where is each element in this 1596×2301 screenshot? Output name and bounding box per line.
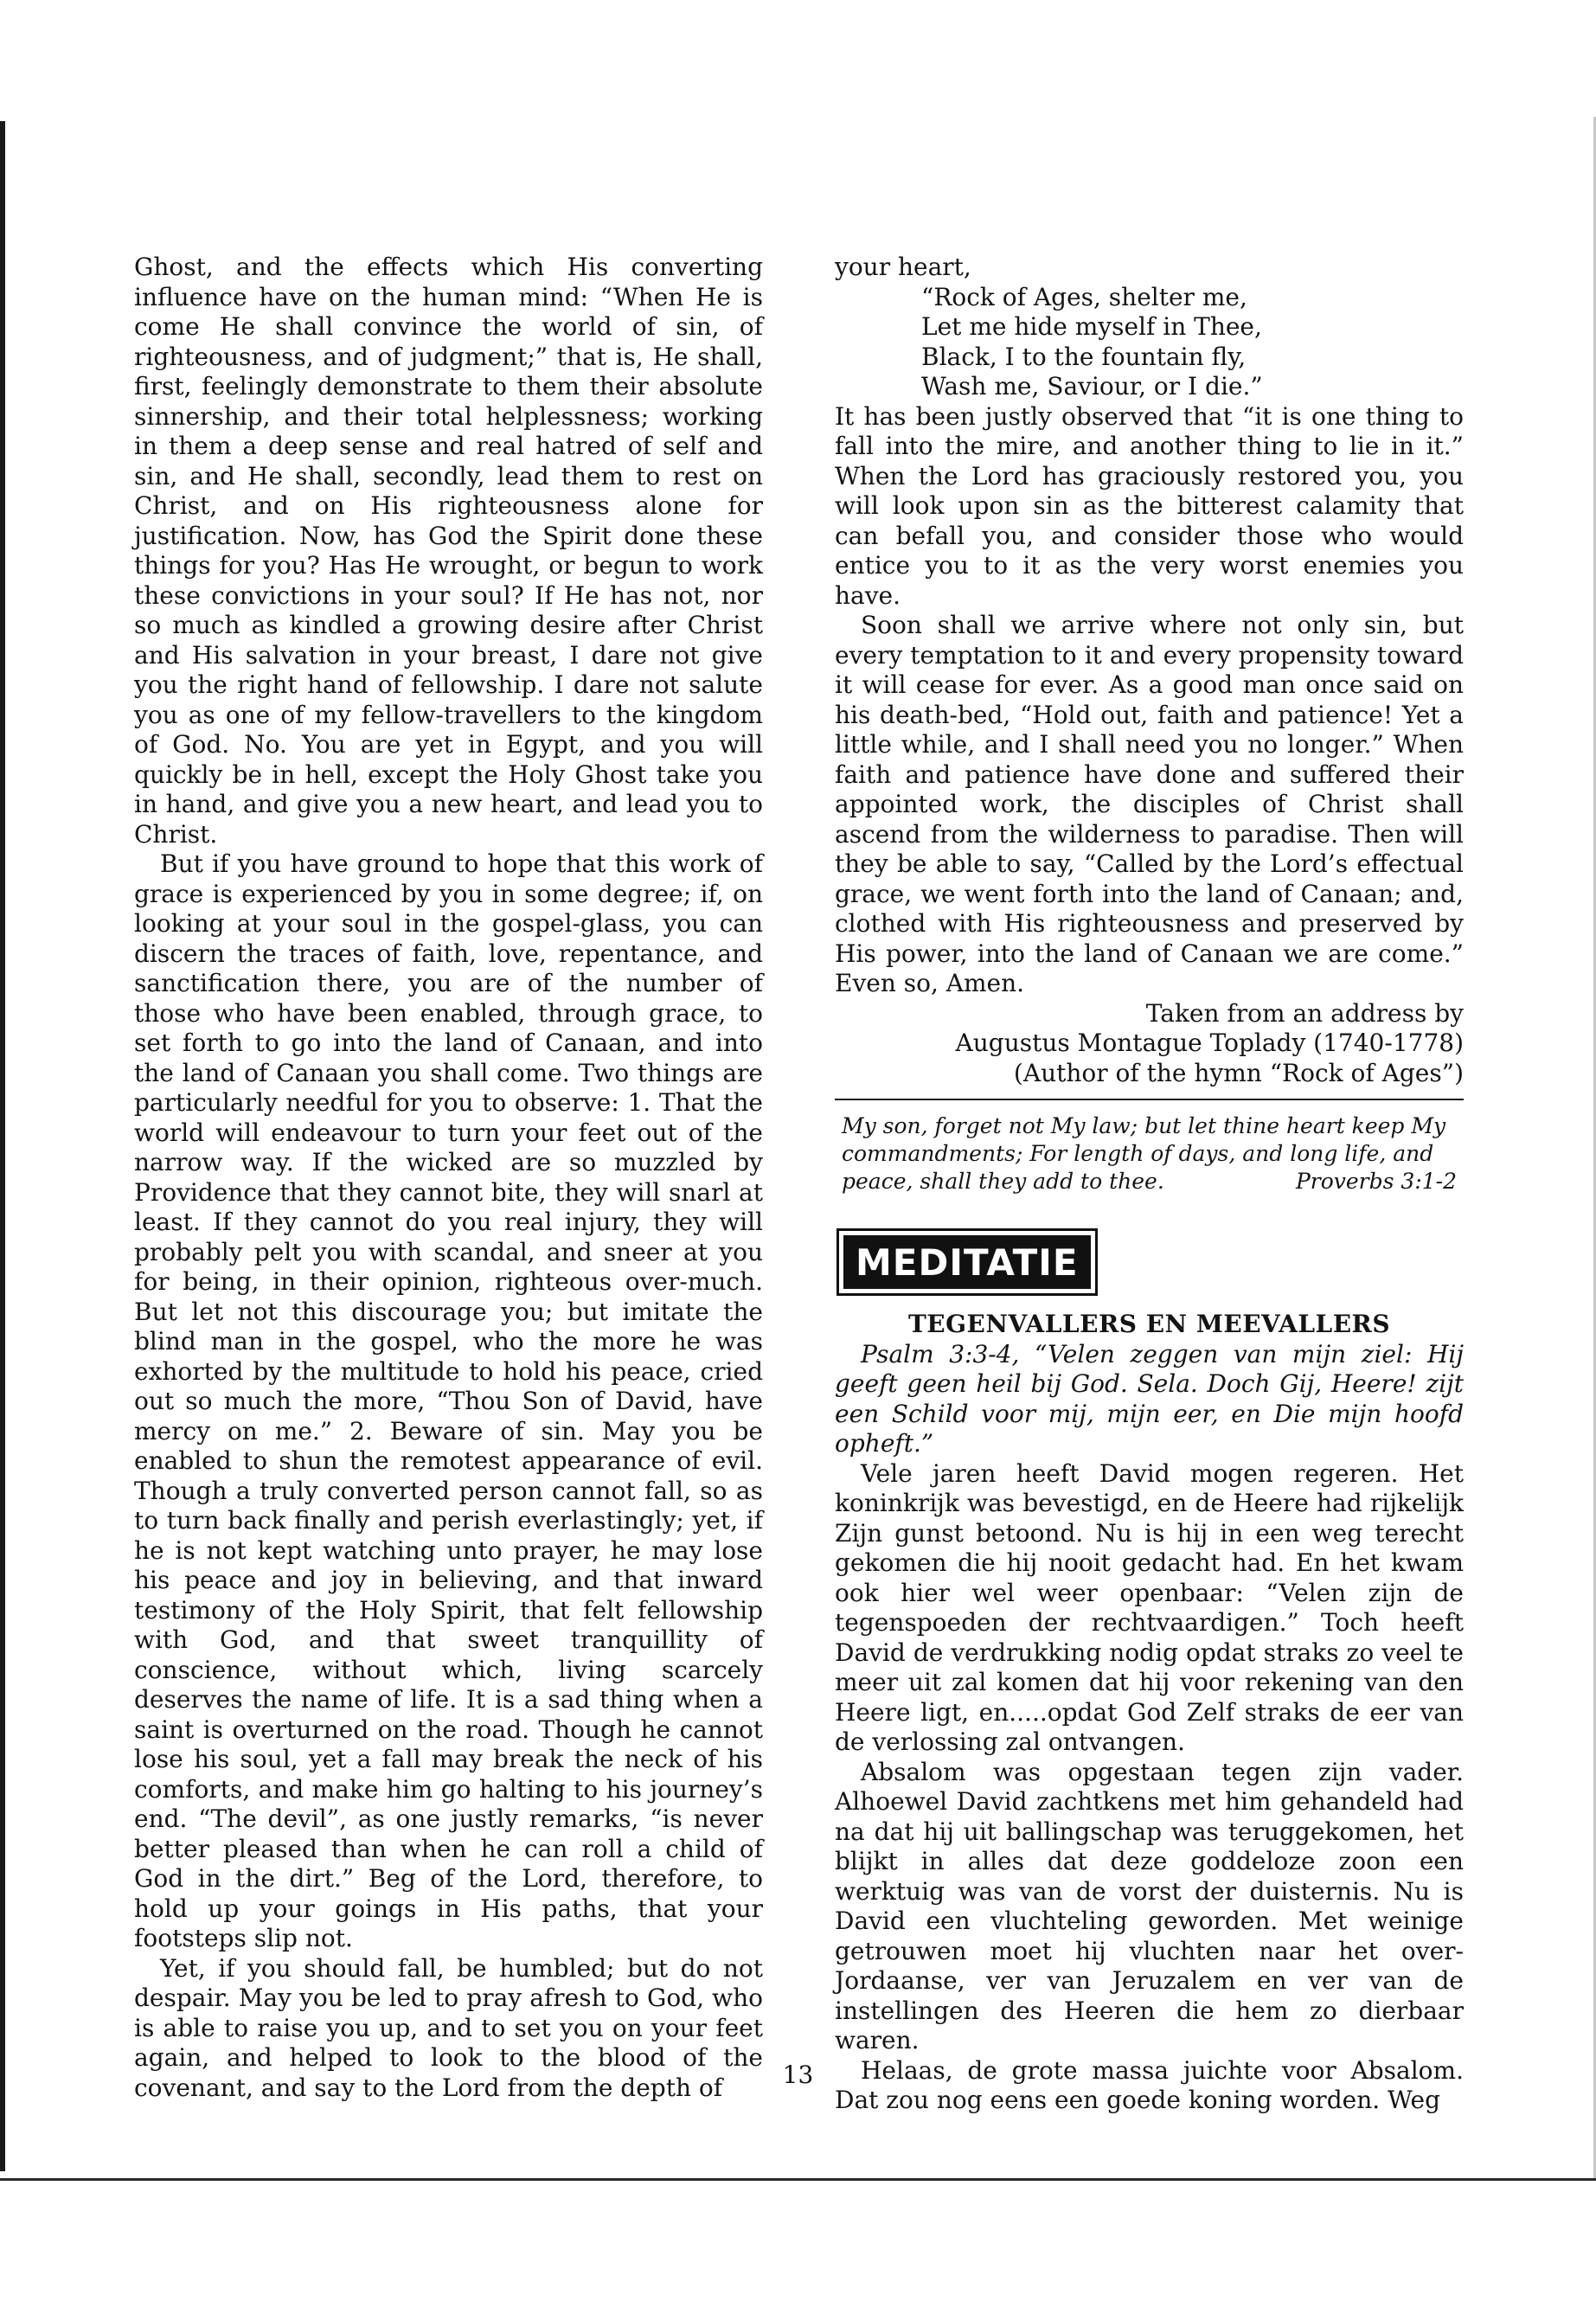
attribution-line: Taken from an address by [1145, 998, 1464, 1028]
dutch-paragraph-2: Absalom was opgestaan tegen zijn vader. Alhoewel David zachtkens met him gehandeld had na dat hij uit ballingschap was teruggekomen, het blijkt in alles dat deze goddeloze zoon een werktuig was van de vorst der duisternis. Nu is David een vluchteling geworden. Met weinige getrouwen moet hij vluchten naar het over-Jordaanse, ver van Jeruzalem en ver van de instellingen des Heeren die hem zo dierbaar waren. [835, 1757, 1464, 2054]
left-column [134, 253, 763, 2103]
attribution-line: Augustus Montague Toplady (1740-1778) [955, 1029, 1464, 1057]
psalm-quote [835, 1340, 1464, 1459]
right-column [835, 253, 1464, 2116]
hymn-line: Let me hide myself in Thee, [921, 312, 1262, 341]
verse-text: My son, forget not My law; but let thine heart keep My commandments; For length of days, and long life, and peace, shall they add to thee. [842, 1113, 1446, 1194]
meditatie-banner-wrap [836, 1228, 1464, 1296]
dutch-paragraph-1: Vele jaren heeft David mogen regeren. Het koninkrijk was bevestigd, en de Heere had rijkelijk Zijn gunst betoond. Nu is hij in een weg terecht gekomen die hij nooit gedacht had. En het kwam ook hier wel weer openbaar: “Velen zijn de tegenspoeden der rechtvaardigen.” Toch heeft David de verdrukking nodig opdat straks zo veel te meer uit zal komen dat hij voor rekening van den Heere ligt, en.....opdat God Zelf straks de eer van de verlossing zal ontvangen. [835, 1458, 1464, 1756]
page-edge-bottom [0, 2178, 1596, 2181]
hymn-line: Wash me, Saviour, or I die.” [921, 372, 1263, 401]
right-paragraph-2: Soon shall we arrive where not only sin, but every temptation to it and every propensity toward it will cease for ever. As a good man once said on his death-bed, “Hold out, faith and patience! Yet a little while, and I shall need you no longer.” When faith and patience have done and suffered their appointed work, the disciples of Christ shall ascend from the wilderness to paradise. Then will they be able to say, “Called by the Lord’s effectual grace, we went forth into the land of Canaan; and, clothed with His righteousness and preserved by His power, into the land of Canaan we are come.” Even so, Amen. [835, 611, 1464, 997]
attribution [835, 999, 1464, 1089]
page-number: 13 [782, 2061, 814, 2089]
right-paragraph-1: It has been justly observed that “it is one thing to fall into the mire, and another thing to lie in it.” When the Lord has graciously restored you, you will look upon sin as the bitterest calamity that can befall you, and consider those who would entice you to it as the very worst enemies you have. [835, 401, 1464, 610]
hymn-line: “Rock of Ages, shelter me, [921, 282, 1247, 311]
left-paragraph-1: Ghost, and the effects which His converting influence have on the human mind: “When He is come He shall convince the world of sin, of righteousness, and of judgment;” that is, He shall, first, feelingly demonstrate to them their absolute sinnership, and their total helplessness; working in them a deep sense and real hatred of self and sin, and He shall, secondly, lead them to rest on Christ, and on His righteousness alone for justification. Now, has God the Spirit done these things for you? Has He wrought, or begun to work these convictions in your soul? If He has not, nor so much as kindled a growing desire after Christ and His salvation in your breast, I dare not give you the right hand of fellowship. I dare not salute you as one of my fellow-travellers to the kingdom of God. No. You are yet in Egypt, and you will quickly be in hell, except the Holy Ghost take you in hand, and give you a new heart, and lead you to Christ. [134, 253, 763, 849]
banner-label: MEDITATIE [843, 1235, 1091, 1289]
hymn-quote [835, 283, 1464, 402]
psalm-text: “Velen zeggen van mijn ziel: Hij geeft geen heil bij God. Sela. Doch Gij, Heere! zijt een Schild voor mij, mijn eer, en Die mijn hoofd opheft.” [835, 1339, 1465, 1458]
hymn-line: Black, I to the fountain fly, [921, 342, 1247, 371]
attribution-line: (Author of the hymn “Rock of Ages”) [1013, 1058, 1464, 1087]
meditatie-banner [836, 1228, 1098, 1296]
verse-reference: Proverbs 3:1-2 [1295, 1169, 1457, 1194]
dutch-paragraph-3: Helaas, de grote massa juichte voor Absalom. Dat zou nog eens een goede koning worden. Weg [835, 2055, 1464, 2114]
right-intro: your heart, [835, 253, 971, 281]
psalm-reference: Psalm 3:3-4, [861, 1339, 1020, 1368]
article-title: TEGENVALLERS EN MEEVALLERS [907, 1310, 1391, 1338]
page-edge-left [0, 121, 5, 2171]
section-divider [835, 1099, 1464, 1100]
left-paragraph-3: Yet, if you should fall, be humbled; but do not despair. May you be led to pray afresh to God, who is able to raise you up, and to set you on your feet again, and helped to look to the blood of the covenant, and say to the Lord from the depth of [134, 1953, 763, 2102]
left-paragraph-2: But if you have ground to hope that this work of grace is experienced by you in some degree; if, on looking at your soul in the gospel-glass, you can discern the traces of faith, love, repentance, and sanctification there, you are of the number of those who have been enabled, through grace, to set forth to go into the land of Canaan, and into the land of Canaan you shall come. Two things are particularly needful for you to observe: 1. That the world will endeavour to turn your feet out of the narrow way. If the wicked are so muzzled by Providence that they cannot bite, they will snarl at least. If they cannot do you real injury, they will probably pelt you with scandal, and sneer at you for being, in their opinion, righteous over-much. But let not this discourage you; but imitate the blind man in the gospel, who the more he was exhorted by the multitude to hold his peace, cried out so much the more, “Thou Son of David, have mercy on me.” 2. Beware of sin. May you be enabled to shun the remotest appearance of evil. Though a truly converted person cannot fall, so as to turn back finally and perish everlastingly; yet, if he is not kept watching unto prayer, he may lose his peace and joy in believing, and that inward testimony of the Holy Spirit, that felt fellowship with God, and that sweet tranquillity of conscience, without which, living scarcely deserves the name of life. It is a sad thing when a saint is overturned on the road. Though he cannot lose his soul, yet a fall may break the neck of his comforts, and make him go halting to his journey’s end. “The devil”, as one justly remarks, “is never better pleased than when he can roll a child of God in the dirt.” Beg of the Lord, therefore, to hold up your goings in His paths, that your footsteps slip not. [134, 849, 763, 1952]
scripture-verse [835, 1112, 1464, 1195]
